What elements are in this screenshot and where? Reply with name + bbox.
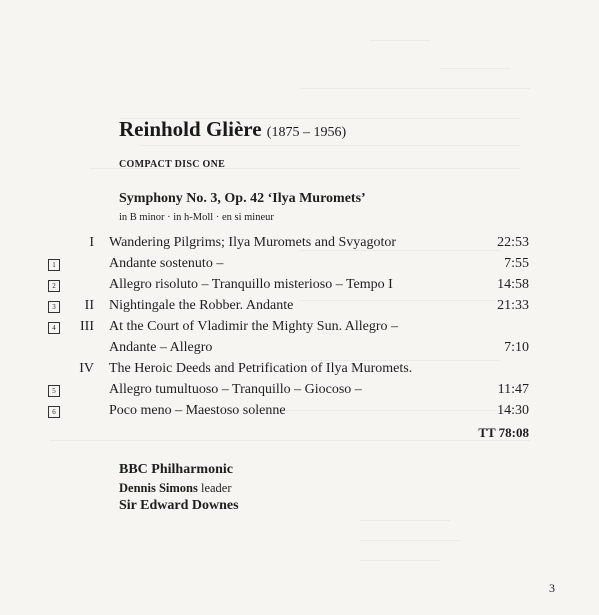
track-number-box: 6 [48,406,60,418]
track-row [0,275,599,295]
orchestra-name: BBC Philharmonic [119,462,233,477]
track-row [0,338,599,358]
conductor-name: Sir Edward Downes [119,498,239,513]
track-duration: 7:10 [504,340,529,355]
composer-dates: (1875 – 1956) [266,125,347,140]
track-title: Andante sostenuto – [109,256,224,271]
track-row [0,317,599,337]
track-number-box: 1 [48,259,60,271]
track-duration: 11:47 [497,382,529,397]
work-title: Symphony No. 3, Op. 42 ‘Ilya Muromets’ [119,191,366,206]
movement-number: III [80,319,94,334]
track-title: The Heroic Deeds and Petrification of Ilya Muromets. [109,361,413,376]
track-row [0,401,599,421]
track-row [0,254,599,274]
track-duration: 22:53 [497,235,529,250]
track-title: Andante – Allegro [109,340,213,355]
track-row [0,296,599,316]
disc-label: COMPACT DISC ONE [119,159,226,170]
work-key: in B minor · in h-Moll · en si mineur [119,212,274,223]
leader-credit [119,481,232,496]
track-number-box: 4 [48,322,60,334]
track-duration: 21:33 [497,298,529,313]
track-row [0,233,599,253]
movement-number: I [89,235,94,250]
track-title: At the Court of Vladimir the Mighty Sun. Allegro – [109,319,399,334]
track-row [0,380,599,400]
track-duration: 14:30 [497,403,529,418]
total-time: TT 78:08 [478,425,529,440]
track-duration: 14:58 [497,277,529,292]
leader-role: leader [200,481,232,495]
track-title: Wandering Pilgrims; Ilya Muromets and Svyagotor [109,235,396,250]
composer-name: Reinhold Glière [119,117,262,141]
track-duration: 7:55 [504,256,529,271]
track-number-box: 5 [48,385,60,397]
track-title: Allegro tumultuoso – Tranquillo – Giocoso – [109,382,362,397]
track-title: Allegro risoluto – Tranquillo misterioso – Tempo I [109,277,393,292]
movement-number: IV [79,361,94,376]
track-row [0,359,599,379]
track-number-box: 2 [48,280,60,292]
track-title: Nightingale the Robber. Andante [109,298,294,313]
track-title: Poco meno – Maestoso solenne [109,403,286,418]
track-number-box: 3 [48,301,60,313]
leader-name: Dennis Simons [119,481,198,495]
page-number: 3 [549,581,555,595]
composer-heading [119,117,346,142]
movement-number: II [84,298,94,313]
